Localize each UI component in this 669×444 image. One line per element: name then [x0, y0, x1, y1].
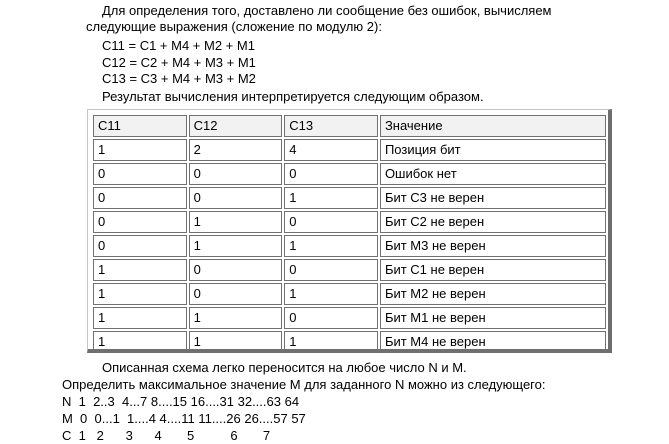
cell-c12: 2: [189, 139, 283, 161]
table-row: [93, 259, 606, 281]
cell-c12: 1: [189, 235, 283, 257]
cell-c12: 0: [189, 187, 283, 209]
syndrome-table: [91, 113, 608, 355]
table-header-row: [93, 115, 606, 137]
table-row: [93, 235, 606, 257]
cell-c13: 0: [284, 307, 378, 329]
header-c12: С12: [189, 115, 283, 137]
cell-c13: 1: [284, 187, 378, 209]
cell-meaning: Бит С3 не верен: [380, 187, 606, 209]
intro-line-1: Для определения того, доставлено ли сообщение без ошибок, вычисляем: [102, 3, 552, 18]
cell-c11: 1: [93, 331, 187, 353]
sequence-row-m: M 0 0...1 1....4 4....11 11....26 26....57 57: [62, 411, 306, 426]
cell-meaning: Позиция бит: [380, 139, 606, 161]
cell-c12: 0: [189, 259, 283, 281]
cell-meaning: Бит М1 не верен: [380, 307, 606, 329]
cell-meaning: Бит С1 не верен: [380, 259, 606, 281]
cell-c11: 0: [93, 235, 187, 257]
table-row: [93, 331, 606, 353]
cell-meaning: Бит М2 не верен: [380, 283, 606, 305]
intro-line-2: следующие выражения (сложение по модулю 2):: [86, 19, 382, 34]
cell-c13: 0: [284, 211, 378, 233]
header-c13: С13: [284, 115, 378, 137]
sequence-row-n: N 1 2..3 4...7 8....15 16....31 32....63 64: [62, 394, 300, 409]
cell-c11: 1: [93, 283, 187, 305]
cell-c11: 1: [93, 139, 187, 161]
cell-c13: 1: [284, 235, 378, 257]
cell-c11: 0: [93, 211, 187, 233]
table-row: [93, 283, 606, 305]
sequence-row-c: C 1 2 3 4 5 6 7: [62, 428, 271, 443]
cell-c13: 1: [284, 331, 378, 353]
cell-c12: 0: [189, 283, 283, 305]
result-interpretation-line: Результат вычисления интерпретируется следующим образом.: [102, 89, 484, 104]
cell-c13: 4: [284, 139, 378, 161]
cell-meaning: Бит С2 не верен: [380, 211, 606, 233]
cell-c12: 1: [189, 211, 283, 233]
cell-c11: 0: [93, 163, 187, 185]
table-row: [93, 139, 606, 161]
cell-c12: 1: [189, 331, 283, 353]
cell-c13: 0: [284, 259, 378, 281]
cell-meaning: Ошибок нет: [380, 163, 606, 185]
syndrome-table-frame: [87, 109, 612, 353]
table-row: [93, 187, 606, 209]
table-row: [93, 307, 606, 329]
cell-c11: 1: [93, 259, 187, 281]
table-row: [93, 163, 606, 185]
header-meaning: Значение: [380, 115, 606, 137]
outro-line-1: Описанная схема легко переносится на любое число N и M.: [102, 360, 467, 375]
header-c11: С11: [93, 115, 187, 137]
formula-c11: С11 = С1 + М4 + М2 + М1: [102, 38, 255, 53]
cell-c11: 1: [93, 307, 187, 329]
cell-c13: 0: [284, 163, 378, 185]
cell-c11: 0: [93, 187, 187, 209]
cell-meaning: Бит М4 не верен: [380, 331, 606, 353]
table-row: [93, 211, 606, 233]
cell-meaning: Бит М3 не верен: [380, 235, 606, 257]
outro-line-2: Определить максимальное значение M для заданного N можно из следующего:: [62, 377, 546, 392]
cell-c12: 0: [189, 163, 283, 185]
cell-c12: 1: [189, 307, 283, 329]
formula-c13: С13 = С3 + М4 + М3 + М2: [102, 71, 256, 86]
formula-c12: С12 = С2 + М4 + М3 + М1: [102, 55, 256, 70]
cell-c13: 1: [284, 283, 378, 305]
